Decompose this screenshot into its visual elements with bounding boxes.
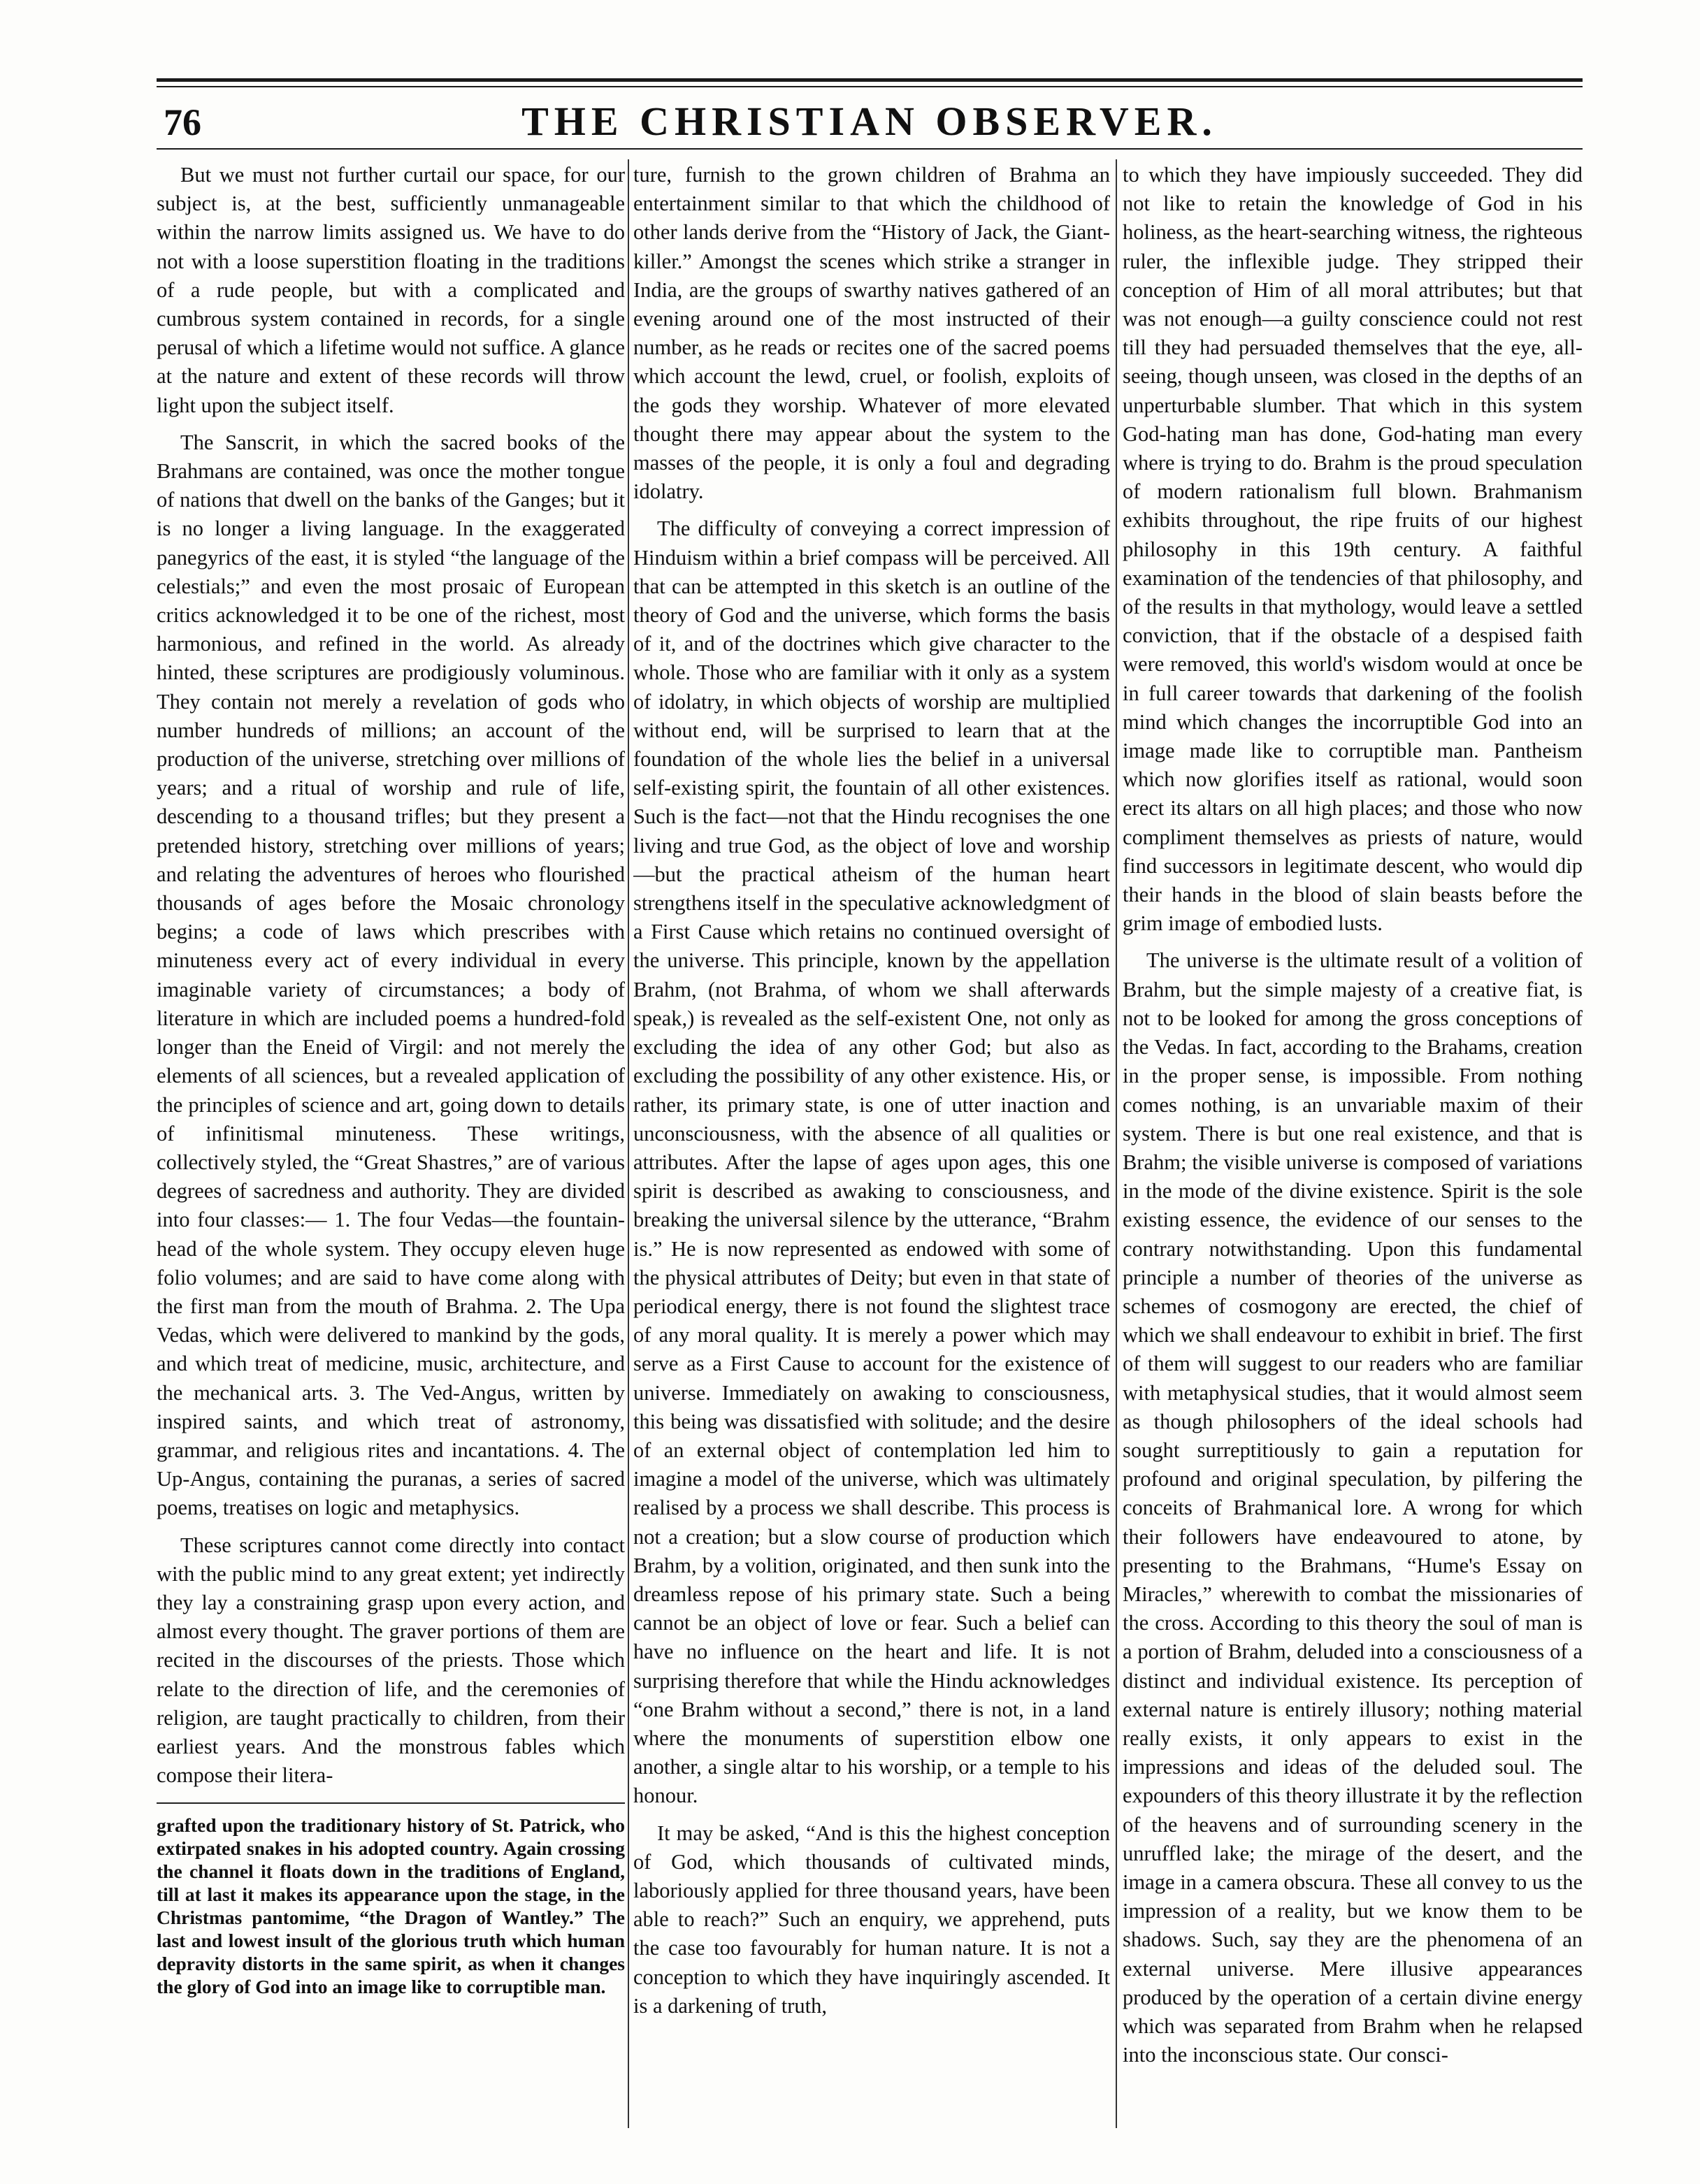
page-number: 76 <box>164 101 201 143</box>
paragraph: to which they have impiously succeeded. They did not like to retain the knowledge of God in his holiness, as the heart-searching witness, the righteous ruler, the inflexible judge. They stripped their conception of Him of all moral attributes; but that was not enough—a guilty conscience could not rest till they had persuaded themselves that the eye, all-seeing, though unseen, was closed in the depths of an unperturbable slumber. That which in this system God-hating man has done, God-hating man every where is trying to do. Brahm is the proud speculation of modern rationalism full blown. Brahmanism exhibits throughout, the ripe fruits of our highest philosophy in this 19th century. A faithful examination of the tendencies of that philosophy, and of the results in that mythology, would leave a settled conviction, that if the obstacle of a despised faith were removed, this world's wisdom would at once be in full career towards that darkening of the foolish mind which changes the incorruptible God into an image made like to corruptible man. Pantheism which now glorifies itself as rational, would soon erect its altars on all high places; and those who now compliment themselves as priests of nature, would find successors in legitimate descent, who would dip their hands in the blood of slain beasts before the grim image of embodied lusts. <box>1123 163 1583 936</box>
paragraph: But we must not further curtail our space, for our subject is, at the best, sufficiently unmanageable within the narrow limits assigned us. We have to do not with a loose superstition floating in the traditions of a rude people, but with a complicated and cumbrous system contained in records, for a single perusal of which a lifetime would not suffice. A glance at the nature and extent of these records will throw light upon the subject itself. <box>157 163 625 417</box>
paragraph: ture, furnish to the grown children of Brahma an entertainment similar to that which the childhood of other lands derive from the “History of Jack, the Giant-killer.” Amongst the scenes which strike a stranger in India, are the groups of swarthy natives gathered of an evening around one of the most instructed of their number, as he reads or recites one of the sacred poems which account the lewd, cruel, or foolish, exploits of the gods they worship. Whatever of more elevated thought there may appear about the system to the masses of the people, it is only a foul and degrading idolatry. <box>633 163 1110 504</box>
column-divider-1 <box>628 159 629 2128</box>
paragraph: It may be asked, “And is this the highest conception of God, which thousands of cultivated minds, laboriously applied for three thousand years, have been able to reach?” Such an enquiry, we apprehend, puts the case too favourably for human nature. It is not a conception to which they have inquiringly ascended. It is a darkening of truth, <box>633 1821 1110 2018</box>
page-header <box>157 98 1583 147</box>
paragraph: The Sanscrit, in which the sacred books of the Brahmans are contained, was once the mother tongue of nations that dwell on the banks of the Ganges; but it is no longer a living language. In the exaggerated panegyrics of the east, it is styled “the language of the celestials;” and even the most prosaic of European critics acknowledged it to be one of the richest, most harmonious, and refined in the world. As already hinted, these scriptures are prodigiously voluminous. They contain not merely a revelation of gods who number hundreds of millions; an account of the production of the universe, stretching over millions of years; and a ritual of worship and rule of life, descending to a thousand trifles; but they present a pretended history, stretching over millions of years; and relating the adventures of heroes who flourished thousands of ages before the Mosaic chronology begins; a code of laws which prescribes with minuteness every act of every individual in every imaginable variety of circumstances; a body of literature in which are included poems a hundred-fold longer than the Eneid of Virgil: and not merely the elements of all sciences, but a revealed application of the principles of science and art, going down to details of infinitismal minuteness. These writings, collectively styled, the “Great Shastres,” are of various degrees of sacredness and authority. They are divided into four classes:— 1. The four Vedas—the fountain-head of the whole system. They occupy eleven huge folio volumes; and are said to have come along with the first man from the mouth of Brahma. 2. The Upa Vedas, which were delivered to mankind by the gods, and which treat of medicine, music, architecture, and the mechanical arts. 3. The Ved-Angus, written by inspired saints, and which treat of astronomy, grammar, and religious rites and incantations. 4. The Up-Angus, containing the puranas, a series of sacred poems, treatises on logic and metaphysics. <box>157 430 625 1520</box>
column-2 <box>633 161 1110 2114</box>
paragraph: The universe is the ultimate result of a volition of Brahm, but the simple majesty of a creative fiat, is not to be looked for among the gross conceptions of the Vedas. In fact, according to the Brahams, creation in the proper sense, is impossible. From nothing comes nothing, is an unvariable maxim of their system. There is but one real existence, and that is Brahm; the visible universe is composed of variations in the mode of the divine existence. Spirit is the sole existing essence, the evidence of our senses to the contrary notwithstanding. Upon this fundamental principle a number of theories of the universe as schemes of cosmogony are erected, the chief of which we shall endeavour to exhibit in brief. The first of them will suggest to our readers who are familiar with metaphysical studies, that it would almost seem as though philosophers of the ideal schools had sought surreptitiously to gain a reputation for profound and original speculation, by pilfering the conceits of Brahmanical lore. A wrong for which their followers have endeavoured to atone, by presenting to the Brahmans, “Hume's Essay on Miracles,” wherewith to combat the missionaries of the cross. According to this theory the soul of man is a portion of Brahm, deluded into a consciousness of a distinct and individual existence. Its perception of external nature is entirely illusory; nothing material really exists, it only appears to exist in the impressions and ideas of the deluded soul. The expounders of this theory illustrate it by the reflection of the heavens and of surrounding scenery in the unruffled lake; the mirage of the desert, and the image in a camera obscura. These all convey to us the impression of a reality, but we know them to be shadows. Such, say they are the phenomena of an external universe. Mere illusive appearances produced by the operation of a certain divine energy which was separated from Brahm when he relapsed into the inconscious state. Our consci- <box>1123 948 1583 2067</box>
column-divider-2 <box>1116 159 1117 2128</box>
header-rule <box>157 148 1583 150</box>
paragraph: These scriptures cannot come directly into contact with the public mind to any great extent; yet indirectly they lay a constraining grasp upon every action, and almost every thought. The graver portions of them are recited in the discourses of the priests. Those which relate to the direction of life, and the ceremonies of religion, are taught practically to children, from their earliest years. And the monstrous fables which compose their litera- <box>157 1533 625 1788</box>
column-3 <box>1123 161 1583 2114</box>
page-title: THE CHRISTIAN OBSERVER. <box>521 99 1218 144</box>
paragraph: The difficulty of conveying a correct impression of Hinduism within a brief compass will be perceived. All that can be attempted in this sketch is an outline of the theory of God and the universe, which forms the basis of it, and of the doctrines which give character to the whole. Those who are familiar with it only as a system of idolatry, in which objects of worship are multiplied without end, will be surprised to learn that at the foundation of the whole lies the belief in a universal self-existing spirit, the fountain of all other existences. Such is the fact—not that the Hindu recognises the one living and true God, as the object of love and worship—but the practical atheism of the human heart strengthens itself in the speculative acknowledgment of a First Cause which retains no continued oversight of the universe. This principle, known by the appellation Brahm, (not Brahma, of whom we shall afterwards speak,) is revealed as the self-existent One, not only as excluding the idea of any other God; but also as excluding the possibility of any other existence. His, or rather, its primary state, is one of utter inaction and unconsciousness, with the absence of all qualities or attributes. After the lapse of ages upon ages, this one spirit is described as awaking to consciousness, and breaking the universal silence by the utterance, “Brahm is.” He is now represented as endowed with some of the physical attributes of Deity; but even in that state of periodical energy, there is not found the slightest trace of any moral quality. It is merely a power which may serve as a First Cause to account for the existence of universe. Immediately on awaking to consciousness, this being was dissatisfied with solitude; and the desire of an external object of contemplation led him to imagine a model of the universe, which was ultimately realised by a process we shall describe. This process is not a creation; but a slow course of production which Brahm, by a volition, originated, and then sunk into the dreamless repose of his primary state. Such a being cannot be an object of love or fear. Such a belief can have no influence on the heart and life. It is not surprising therefore that while the Hindu acknowledges “one Brahm without a second,” there is not, in a land where the monuments of superstition elbow one another, a single altar to his worship, or a temple to his honour. <box>633 516 1110 1808</box>
footnote: grafted upon the traditionary history of St. Patrick, who extirpated snakes in his adopted country. Again crossing the channel it floats down in the traditions of England, till at last it makes its appearance upon the stage, in the Christmas pantomime, “the Dragon of Wantley.” The last and lowest insult of the glorious truth which human depravity distorts in the same spirit, as when it changes the glory of God into an image like to corruptible man. <box>157 1814 625 1998</box>
top-rule-thin <box>157 86 1583 87</box>
top-rule <box>157 78 1583 82</box>
footnote-rule <box>157 1802 625 1804</box>
column-1 <box>157 161 625 2114</box>
